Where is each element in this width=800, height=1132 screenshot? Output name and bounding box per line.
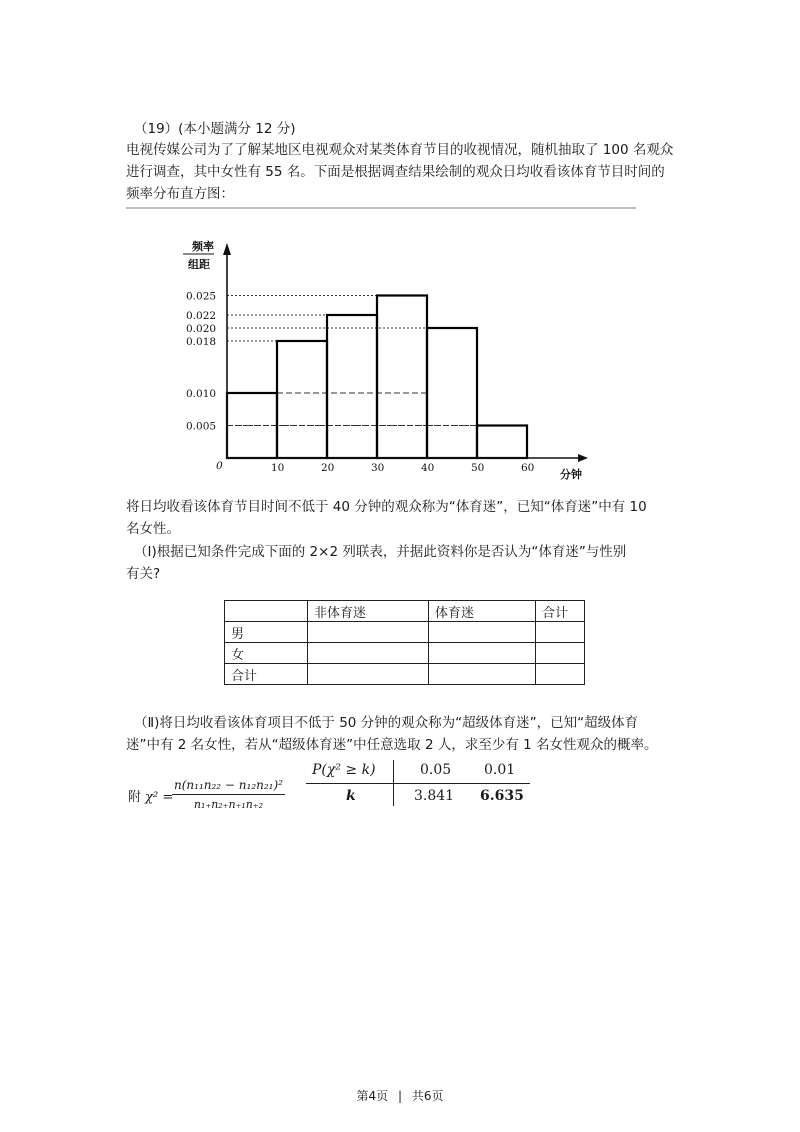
page-number: 第4页 [356,1089,389,1103]
part2-line-2: 迷”中有 2 名女性，若从“超级体育迷”中任意选取 2 人，求至少有 1 名女性观众的概率。 [126,737,658,753]
part1-line-2: 有关? [126,566,161,582]
y-tick-label: 0.018 [186,336,217,348]
part1-line-1: （Ⅰ)根据已知条件完成下面的 2×2 列联表，并据此资料你是否认为“体育迷”与性别 [134,544,627,560]
x-axis-arrow [578,454,588,462]
table-cell [429,643,536,664]
table-cell [308,643,429,664]
x-tick-label: 50 [471,462,485,474]
x-tick-label: 30 [371,462,385,474]
appendix-prefix: 附 [128,790,142,805]
divider [126,207,636,209]
intro-line-1: 电视传媒公司为了了解某地区电视观众对某类体育节目的收视情况，随机抽取了 100 名观众 [126,142,674,158]
table-header-cell: 非体育迷 [308,601,429,622]
problem-header: （19）(本小题满分 12 分) [134,121,296,137]
chart-labels [186,291,534,475]
table-row [225,643,585,664]
histogram-bars [227,296,527,459]
appendix-formula [128,786,173,805]
p-value-2: 0.01 [484,762,516,778]
y-axis-arrow [223,243,231,255]
table-cell [536,643,585,664]
p-label: P(χ² ≥ k) [312,762,376,778]
footer-separator: | [397,1089,403,1103]
table-cell [429,622,536,643]
table-row [225,622,585,643]
contingency-table [224,600,585,685]
y-tick-label: 0.022 [186,310,217,322]
table-cell [536,622,585,643]
table-header-cell [225,601,308,622]
k-value-1: 3.841 [414,788,455,804]
x-tick-label: 10 [271,462,285,474]
x-tick-label: 20 [321,462,335,474]
table-cell [308,664,429,685]
origin-label: 0 [216,460,223,472]
y-tick-label: 0.005 [186,420,217,433]
page-footer [0,1087,800,1104]
intro-line-2: 进行调查，其中女性有 55 名。下面是根据调查结果绘制的观众日均收看该体育节目时间的 [126,164,665,180]
table-row [225,664,585,685]
p-value-1: 0.05 [420,762,452,778]
histogram-bar [377,296,427,459]
x-tick-label: 60 [521,462,535,474]
page-total: 共6页 [411,1089,444,1103]
frequency-histogram [170,233,590,483]
row-label-female: 女 [225,643,308,664]
x-axis-label: 分钟 [560,468,582,481]
y-label-top: 频率 [192,240,214,253]
part2-line-1: （Ⅱ)将日均收看该体育项目不低于 50 分钟的观众称为“超级体育迷”，已知“超级体育 [134,715,639,731]
y-label-bottom: 组距 [188,258,210,271]
equals-sign: = [162,790,174,805]
table-horizontal-rule [306,783,530,784]
histogram-bar [277,341,327,458]
k-label: k [346,788,356,804]
y-tick-label: 0.020 [186,323,217,335]
after-line-2: 名女性。 [126,521,180,537]
row-label-male: 男 [225,622,308,643]
y-tick-label: 0.010 [186,388,217,400]
table-header-row [225,601,585,622]
chi-square-symbol: χ² [145,790,159,805]
histogram-bar [477,426,527,459]
table-cell [429,664,536,685]
table-cell [536,664,585,685]
intro-line-3: 频率分布直方图： [126,186,234,202]
fraction-denominator: n₁₊n₂₊n₊₁n₊₂ [193,798,264,811]
table-header-cell: 合计 [536,601,585,622]
chi-square-fraction [172,778,285,811]
histogram-bar [427,328,477,458]
table-header-cell: 体育迷 [429,601,536,622]
y-tick-label: 0.025 [186,290,217,303]
table-cell [308,622,429,643]
after-line-1: 将日均收看该体育节目时间不低于 40 分钟的观众称为“体育迷”，已知“体育迷”中有 10 [126,499,647,515]
row-label-total: 合计 [225,664,308,685]
histogram-bar [327,315,377,458]
x-tick-label: 40 [421,462,435,474]
fraction-numerator: n(n₁₁n₂₂ − n₁₂n₂₁)² [172,778,285,795]
k-value-2: 6.635 [480,788,524,804]
